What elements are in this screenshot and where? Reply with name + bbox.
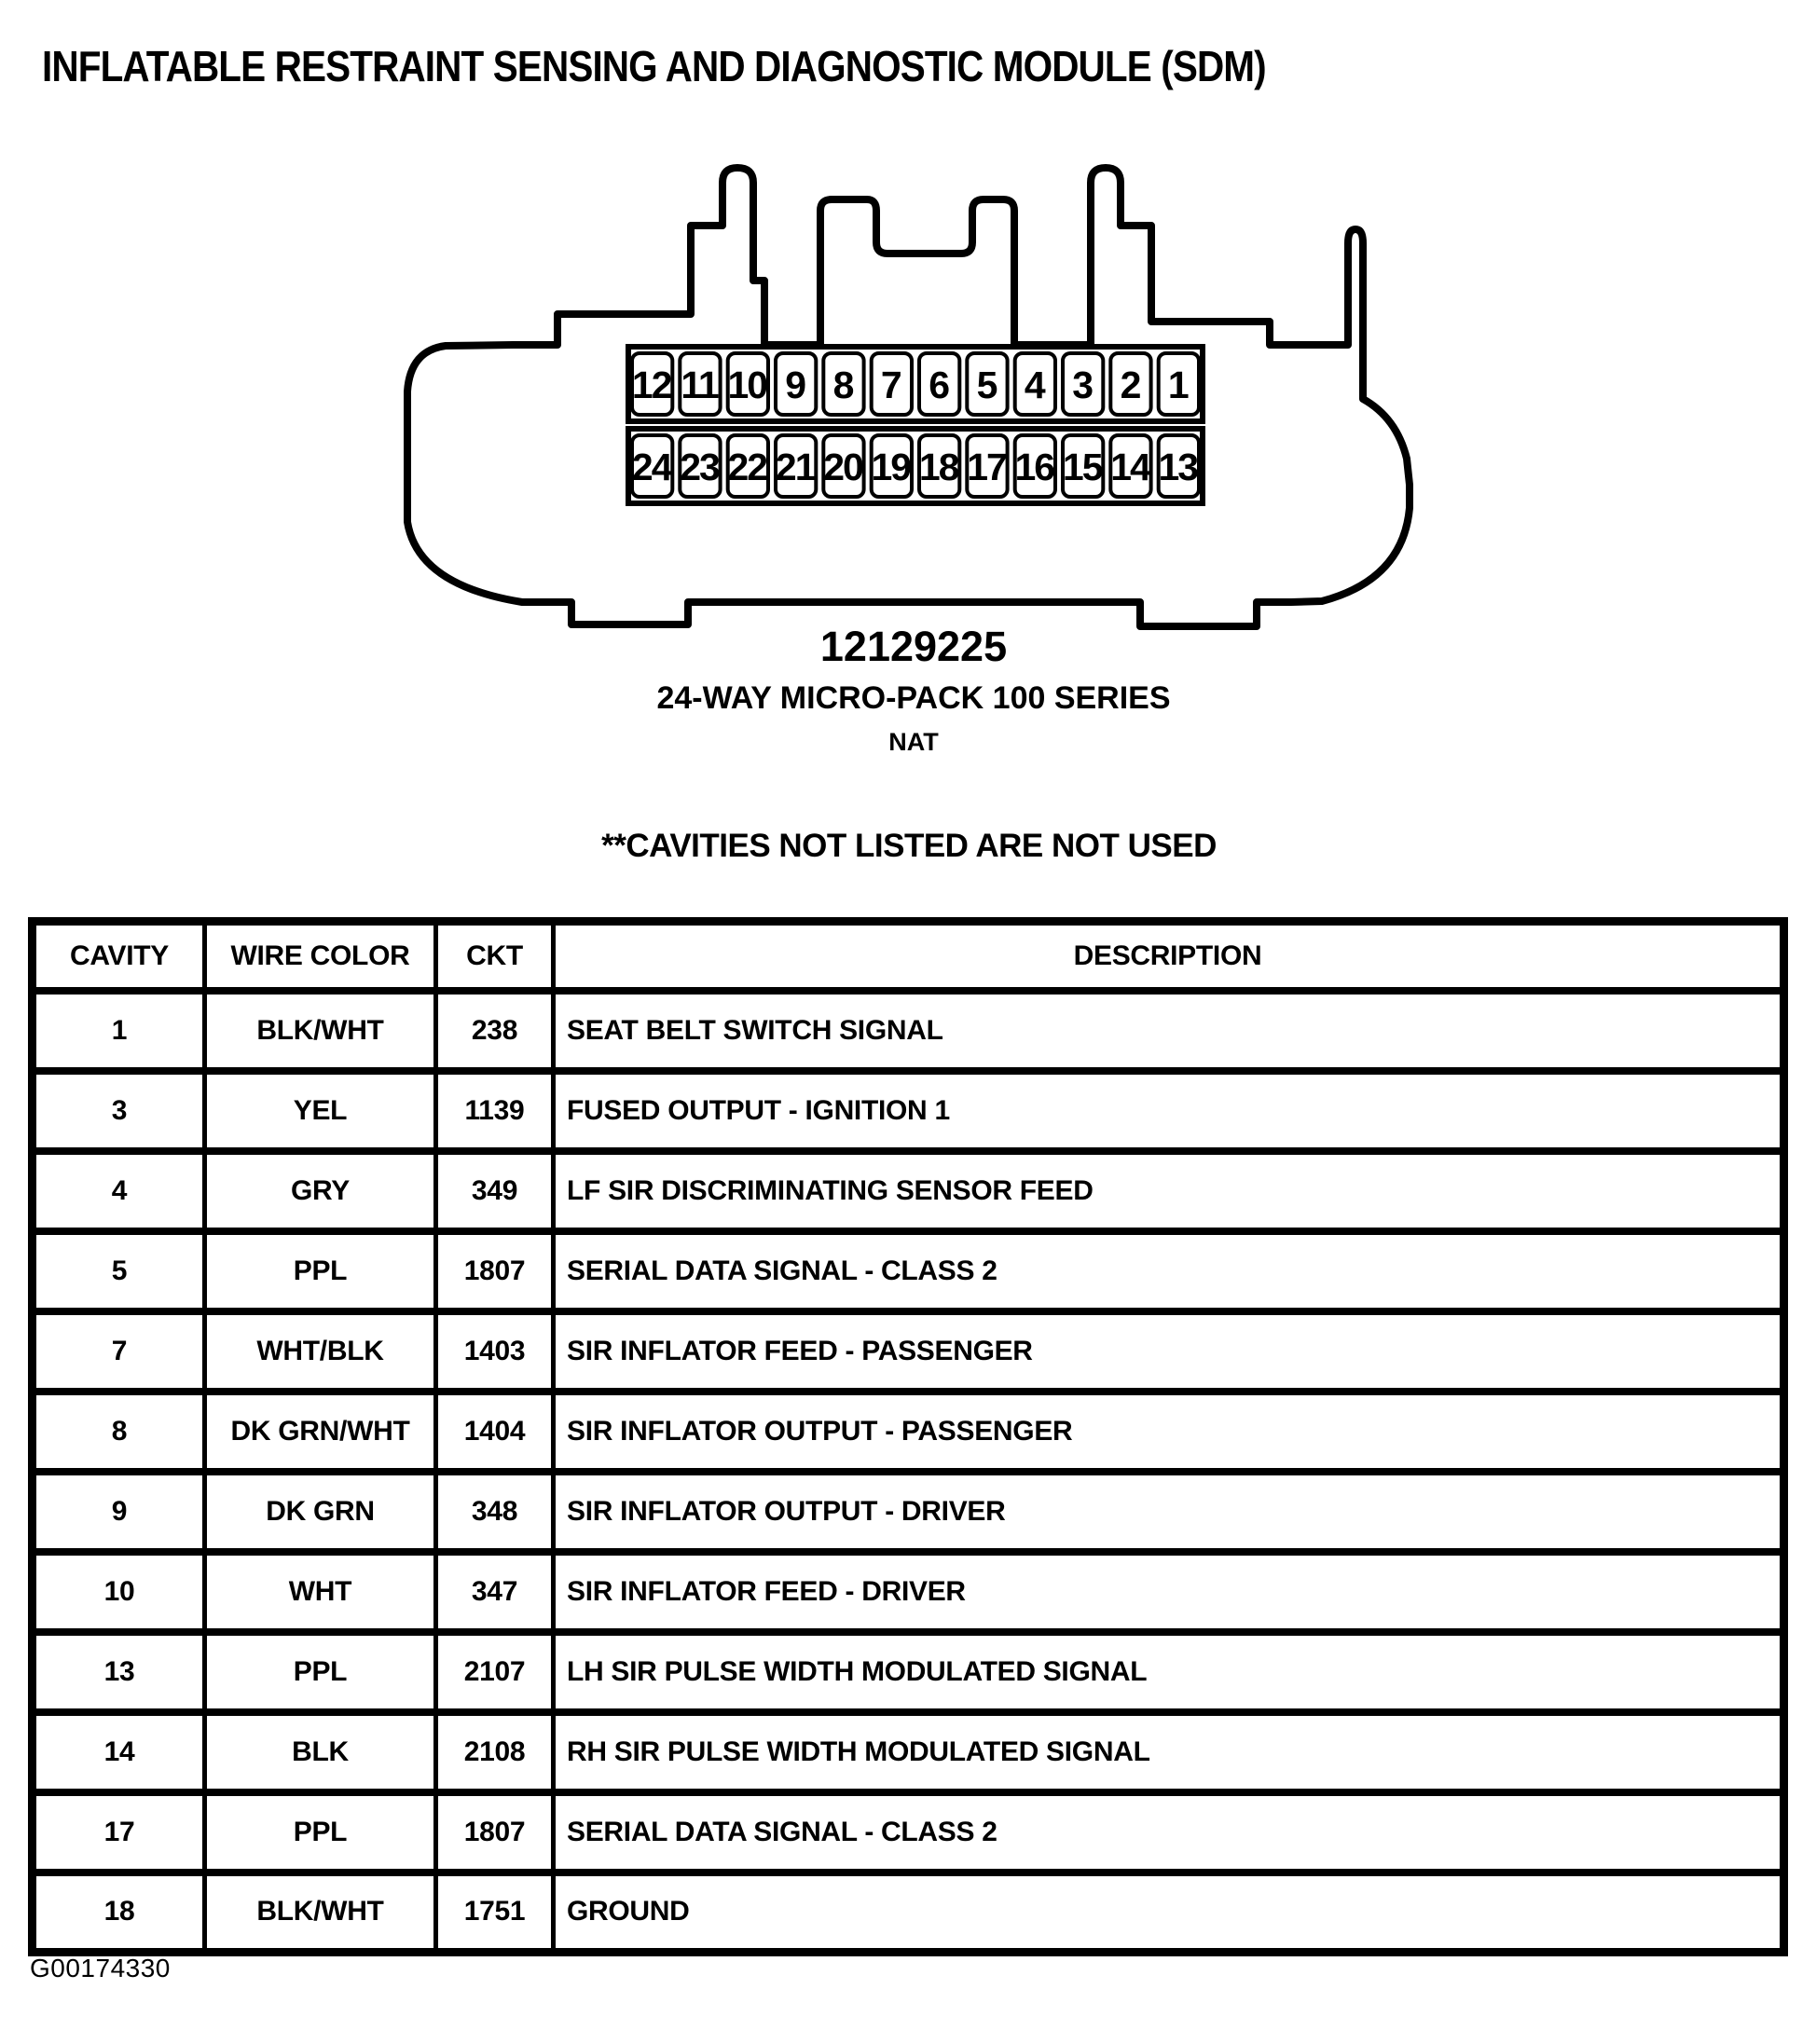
description-cell: SERIAL DATA SIGNAL - CLASS 2	[554, 1231, 1784, 1311]
wire-color-cell: PPL	[205, 1231, 436, 1311]
wire-color-cell: DK GRN	[205, 1472, 436, 1552]
cavities-note: **CAVITIES NOT LISTED ARE NOT USED	[601, 828, 1217, 864]
pinout-table	[28, 917, 1788, 1956]
description-cell: SIR INFLATOR FEED - DRIVER	[554, 1552, 1784, 1632]
table-row	[33, 1792, 1784, 1873]
ckt-cell: 349	[436, 1151, 554, 1231]
pin-number: 14	[1110, 446, 1149, 488]
ckt-cell: 348	[436, 1472, 554, 1552]
table-row	[33, 1712, 1784, 1792]
wire-color-cell: PPL	[205, 1632, 436, 1712]
cavity-cell: 5	[33, 1231, 205, 1311]
ckt-cell: 347	[436, 1552, 554, 1632]
pin-number: 21	[775, 446, 815, 488]
pin-number: 18	[918, 446, 958, 488]
pin-number: 8	[832, 364, 853, 406]
cavity-cell: 9	[33, 1472, 205, 1552]
cavity-cell: 18	[33, 1873, 205, 1953]
wire-color-cell: PPL	[205, 1792, 436, 1873]
wire-color-cell: BLK/WHT	[205, 991, 436, 1071]
cavity-cell: 4	[33, 1151, 205, 1231]
pin-number: 5	[976, 364, 997, 406]
wire-color-cell: DK GRN/WHT	[205, 1392, 436, 1472]
cavity-cell: 14	[33, 1712, 205, 1792]
table-row	[33, 991, 1784, 1071]
ckt-cell: 2107	[436, 1632, 554, 1712]
wire-color-cell: BLK	[205, 1712, 436, 1792]
table-row	[33, 1071, 1784, 1151]
description-cell: LF SIR DISCRIMINATING SENSOR FEED	[554, 1151, 1784, 1231]
wire-color-cell: YEL	[205, 1071, 436, 1151]
cavity-cell: 13	[33, 1632, 205, 1712]
description-cell: RH SIR PULSE WIDTH MODULATED SIGNAL	[554, 1712, 1784, 1792]
cavity-cell: 7	[33, 1311, 205, 1392]
pin-number: 10	[727, 364, 767, 406]
pin-number: 22	[727, 446, 767, 488]
connector-diagram	[0, 0, 1816, 727]
pin-number: 13	[1158, 446, 1198, 488]
ckt-cell: 1807	[436, 1792, 554, 1873]
pin-number: 23	[680, 446, 719, 488]
pin-number: 12	[631, 364, 671, 406]
table-row	[33, 1632, 1784, 1712]
description-cell: SERIAL DATA SIGNAL - CLASS 2	[554, 1792, 1784, 1873]
description-cell: LH SIR PULSE WIDTH MODULATED SIGNAL	[554, 1632, 1784, 1712]
column-header-cavity: CAVITY	[33, 922, 205, 991]
ckt-cell: 1139	[436, 1071, 554, 1151]
pin-number: 9	[785, 364, 805, 406]
pin-number: 1	[1167, 364, 1188, 406]
pin-number: 7	[880, 364, 901, 406]
pin-number: 15	[1062, 446, 1102, 488]
ckt-cell: 238	[436, 991, 554, 1071]
pin-number: 20	[823, 446, 862, 488]
wire-color-cell: GRY	[205, 1151, 436, 1231]
header-row	[33, 922, 1784, 991]
column-header-wire-color: WIRE COLOR	[205, 922, 436, 991]
pin-number: 6	[929, 364, 949, 406]
pinout-table-body	[33, 991, 1784, 1953]
table-row	[33, 1392, 1784, 1472]
wire-color-cell: WHT	[205, 1552, 436, 1632]
pin-number: 3	[1072, 364, 1093, 406]
pinout-table-header	[33, 922, 1784, 991]
description-cell: SIR INFLATOR OUTPUT - DRIVER	[554, 1472, 1784, 1552]
pin-number: 11	[681, 364, 718, 406]
table-row	[33, 1311, 1784, 1392]
table-row	[33, 1552, 1784, 1632]
cavity-cell: 8	[33, 1392, 205, 1472]
pin-number: 4	[1024, 364, 1044, 406]
ckt-cell: 1404	[436, 1392, 554, 1472]
pin-number: 17	[967, 446, 1006, 488]
pin-number: 16	[1014, 446, 1054, 488]
description-cell: FUSED OUTPUT - IGNITION 1	[554, 1071, 1784, 1151]
table-row	[33, 1472, 1784, 1552]
description-cell: GROUND	[554, 1873, 1784, 1953]
connector-series-label: 24-WAY MICRO-PACK 100 SERIES	[656, 680, 1171, 716]
cavity-cell: 1	[33, 991, 205, 1071]
connector-part-number: 12129225	[819, 623, 1008, 670]
ckt-cell: 1403	[436, 1311, 554, 1392]
pin-number: 2	[1120, 364, 1140, 406]
pin-number: 24	[631, 446, 671, 488]
cavity-cell: 10	[33, 1552, 205, 1632]
page-title: INFLATABLE RESTRAINT SENSING AND DIAGNOSTIC MODULE (SDM)	[42, 42, 1266, 90]
ckt-cell: 1807	[436, 1231, 554, 1311]
table-row	[33, 1231, 1784, 1311]
wire-color-cell: BLK/WHT	[205, 1873, 436, 1953]
column-header-ckt: CKT	[436, 922, 554, 991]
table-row	[33, 1873, 1784, 1953]
description-cell: SEAT BELT SWITCH SIGNAL	[554, 991, 1784, 1071]
ckt-cell: 1751	[436, 1873, 554, 1953]
cavity-cell: 3	[33, 1071, 205, 1151]
wire-color-cell: WHT/BLK	[205, 1311, 436, 1392]
connector-variant-label: NAT	[888, 728, 939, 756]
cavity-cell: 17	[33, 1792, 205, 1873]
table-row	[33, 1151, 1784, 1231]
description-cell: SIR INFLATOR FEED - PASSENGER	[554, 1311, 1784, 1392]
column-header-description: DESCRIPTION	[554, 922, 1784, 991]
figure-id: G00174330	[30, 1954, 171, 1982]
pin-number: 19	[871, 446, 911, 488]
ckt-cell: 2108	[436, 1712, 554, 1792]
description-cell: SIR INFLATOR OUTPUT - PASSENGER	[554, 1392, 1784, 1472]
